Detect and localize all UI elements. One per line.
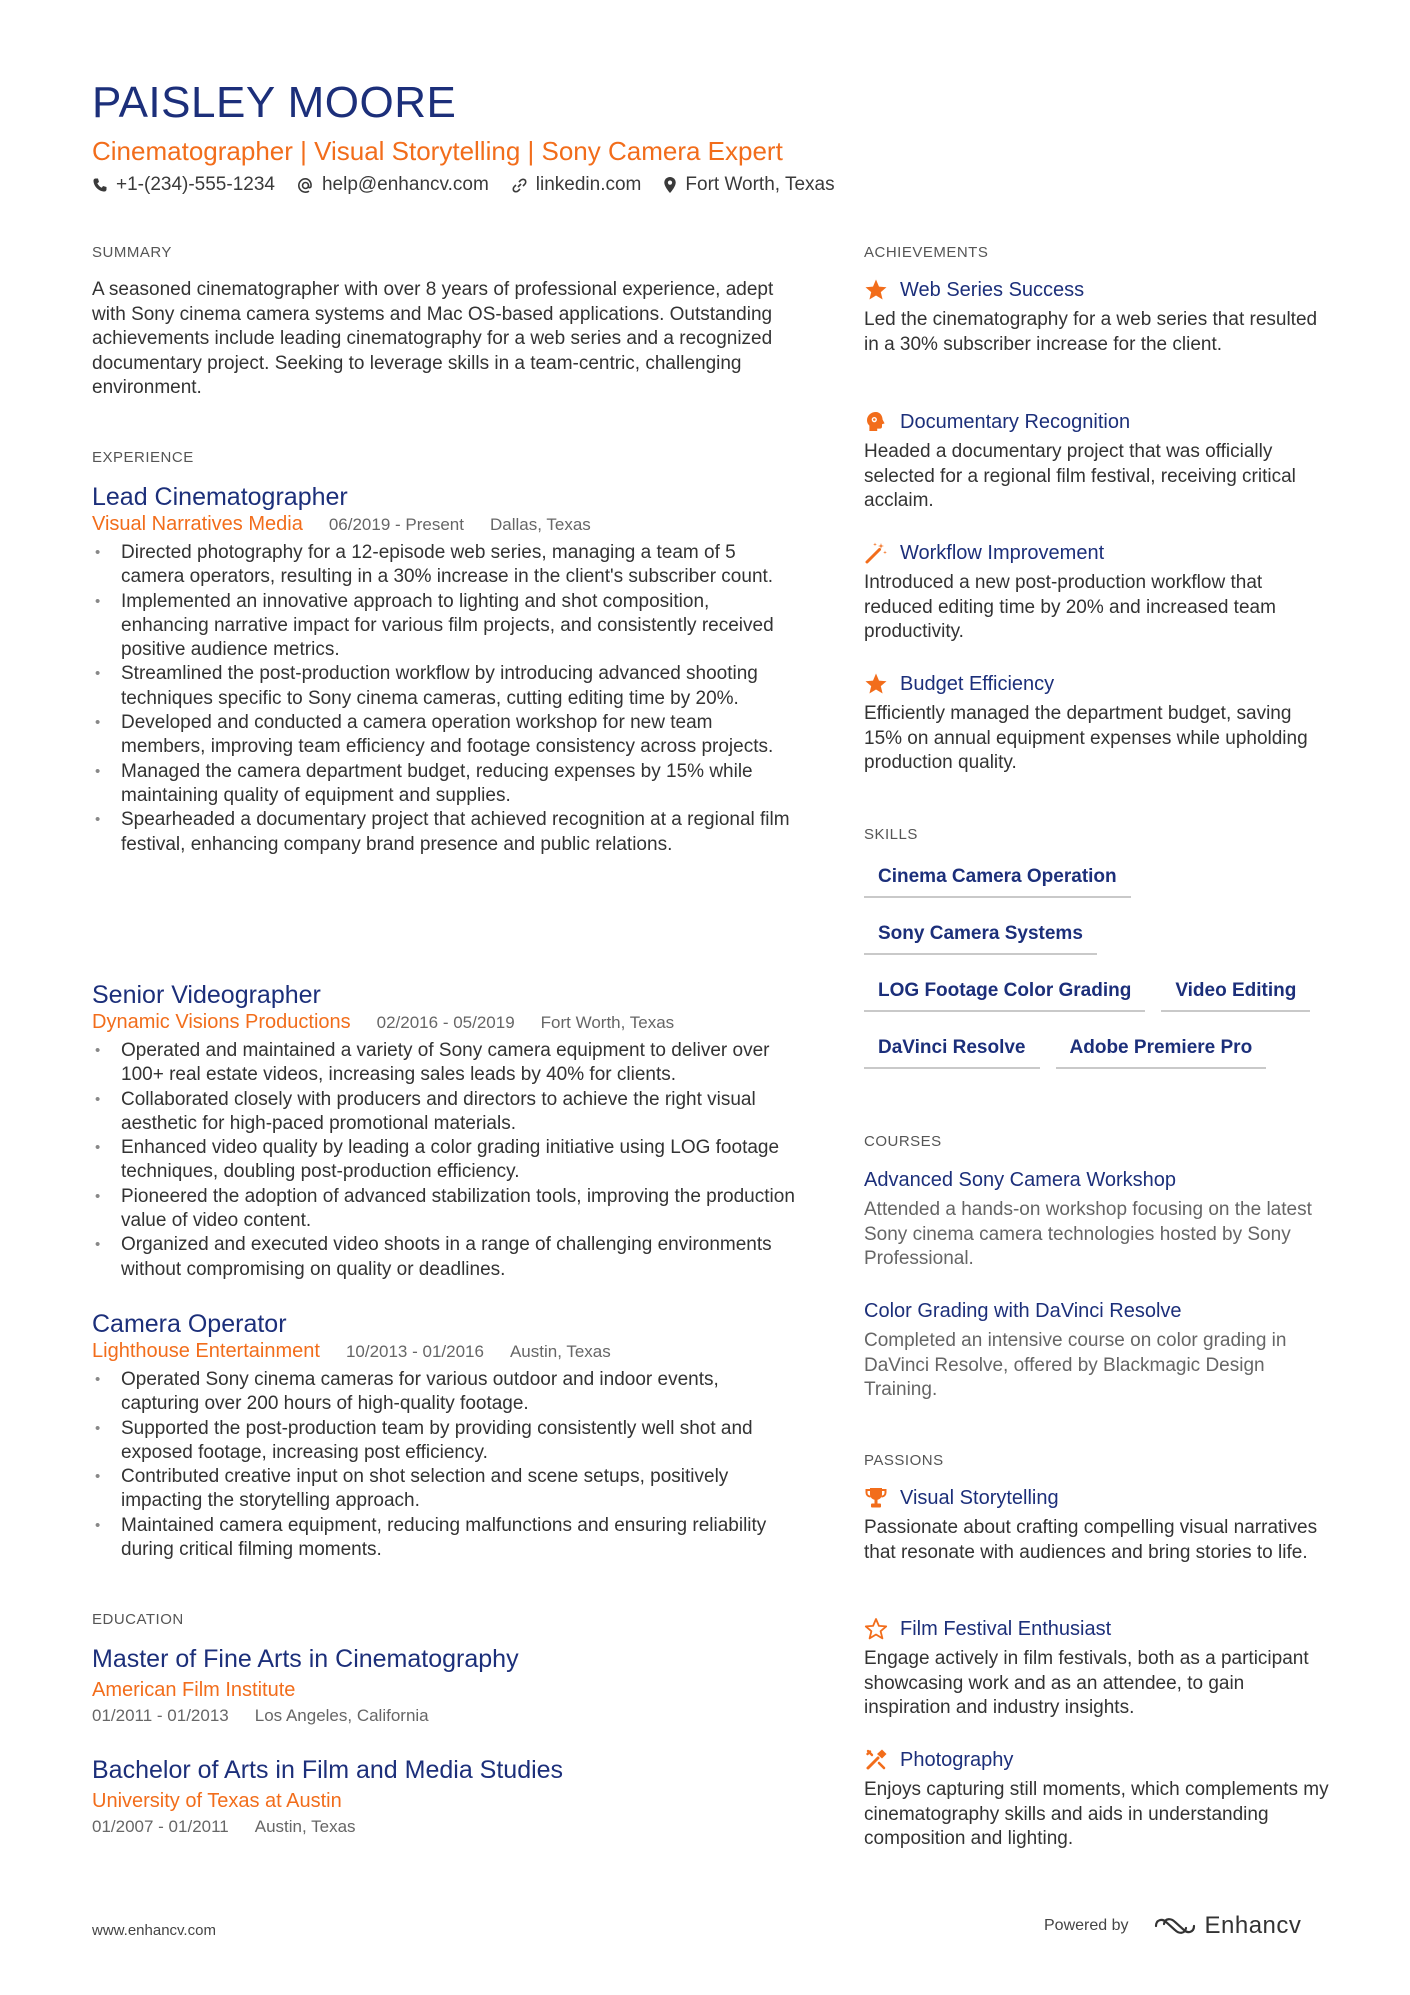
job-company: Lighthouse Entertainment xyxy=(92,1340,320,1362)
job-entry xyxy=(92,482,802,857)
linkedin-link[interactable]: linkedin.com xyxy=(535,174,642,195)
passions-heading: PASSIONS xyxy=(864,1452,944,1469)
powered-by-label: Powered by xyxy=(1044,1917,1129,1934)
achievement-text: Efficiently managed the department budget, saving 15% on annual equipment expenses while upholding production quality. xyxy=(864,703,1308,773)
passion-title: Film Festival Enthusiast xyxy=(900,1618,1112,1640)
phone-text: +1-(234)-555-1234 xyxy=(116,174,275,195)
achievement-text: Led the cinematography for a web series that resulted in a 30% subscriber increase for the client. xyxy=(864,309,1318,355)
bullet-item: • Streamlined the post-production workflow by introducing advanced shooting techniques specific to Sony cinema cameras, cutting editing time by 20%. xyxy=(92,662,802,711)
achievement-title: Workflow Improvement xyxy=(900,542,1105,564)
passion-text: Passionate about crafting compelling visual narratives that resonate with audiences and bring stories to life. xyxy=(864,1517,1318,1563)
bullet-item: • Organized and executed video shoots in a range of challenging environments without compromising on quality or deadlines. xyxy=(92,1233,802,1282)
job-bullets xyxy=(92,541,802,857)
bullet-item: • Developed and conducted a camera operation workshop for new team members, improving team efficiency and footage consistency across projects. xyxy=(92,711,802,760)
bullet-item: • Operated Sony cinema cameras for various outdoor and indoor events, capturing over 200 hours of high-quality footage. xyxy=(92,1368,802,1417)
phone-icon xyxy=(92,177,108,193)
skill-tag: Adobe Premiere Pro xyxy=(1056,1033,1267,1069)
enhancv-logo-icon xyxy=(1153,1914,1197,1938)
contact-bar xyxy=(92,174,857,196)
job-dates: 10/2013 - 01/2016 xyxy=(345,1342,484,1361)
trophy-icon xyxy=(864,1486,888,1510)
skill-tag: DaVinci Resolve xyxy=(864,1033,1040,1069)
achievement-text: Introduced a new post-production workflow that reduced editing time by 20% and increased team productivity. xyxy=(864,572,1276,642)
contact-phone xyxy=(92,174,275,196)
passion-title: Photography xyxy=(900,1749,1014,1771)
education-entry xyxy=(92,1644,802,1728)
courses-heading: COURSES xyxy=(864,1133,942,1150)
achievement-item xyxy=(864,539,1334,645)
education-degree: Master of Fine Arts in Cinematography xyxy=(92,1645,519,1673)
course-title: Advanced Sony Camera Workshop xyxy=(864,1169,1177,1191)
job-title: Senior Videographer xyxy=(92,981,321,1009)
star-outline-icon xyxy=(864,1617,888,1641)
achievement-title: Budget Efficiency xyxy=(900,673,1055,695)
job-dates: 06/2019 - Present xyxy=(328,515,464,534)
location-text: Fort Worth, Texas xyxy=(685,174,835,195)
achievement-item xyxy=(864,276,1334,357)
course-item xyxy=(864,1166,1334,1272)
headline: Cinematographer | Visual Storytelling | Sony Camera Expert xyxy=(92,136,783,166)
course-item xyxy=(864,1297,1334,1403)
contact-linkedin[interactable] xyxy=(511,174,642,196)
education-entry xyxy=(92,1755,802,1839)
education-school: American Film Institute xyxy=(92,1679,296,1701)
link-icon xyxy=(511,177,528,194)
location-pin-icon xyxy=(663,176,677,194)
passion-item xyxy=(864,1484,1334,1565)
tools-icon xyxy=(864,1748,888,1772)
achievement-title: Web Series Success xyxy=(900,279,1085,301)
job-title: Lead Cinematographer xyxy=(92,483,348,511)
job-meta xyxy=(92,1339,802,1364)
brain-icon xyxy=(864,410,888,434)
contact-email[interactable] xyxy=(297,174,489,196)
job-entry xyxy=(92,980,802,1282)
education-heading: EDUCATION xyxy=(92,1611,184,1628)
job-bullets xyxy=(92,1039,802,1282)
education-meta xyxy=(92,1704,802,1728)
achievements-heading: ACHIEVEMENTS xyxy=(864,244,989,261)
job-location: Dallas, Texas xyxy=(490,515,591,534)
passion-title: Visual Storytelling xyxy=(900,1487,1059,1509)
course-text: Completed an intensive course on color grading in DaVinci Resolve, offered by Blackmagic Design Training. xyxy=(864,1330,1287,1400)
achievement-item xyxy=(864,670,1334,776)
summary-text: A seasoned cinematographer with over 8 years of professional experience, adept with Sony cinema camera systems and Mac OS-based applications. Outstanding achievements include leading cinematography for a web series and a recognized documentary project. Seeking to leverage skills in a team-centric, challenging environment. xyxy=(92,279,774,398)
email-link[interactable]: help@enhancv.com xyxy=(321,174,489,195)
contact-location xyxy=(663,174,834,196)
job-dates: 02/2016 - 05/2019 xyxy=(376,1013,515,1032)
passion-item xyxy=(864,1746,1334,1852)
star-icon xyxy=(864,278,888,302)
at-icon xyxy=(297,177,314,194)
course-title: Color Grading with DaVinci Resolve xyxy=(864,1300,1182,1322)
footer-brand: Enhancv xyxy=(1204,1912,1302,1939)
footer-powered-by[interactable] xyxy=(1044,1912,1301,1940)
bullet-item: • Collaborated closely with producers and directors to achieve the right visual aesthetic for high-paced promotional materials. xyxy=(92,1088,802,1137)
bullet-item: • Maintained camera equipment, reducing malfunctions and ensuring reliability during critical filming moments. xyxy=(92,1514,802,1563)
skills-heading: SKILLS xyxy=(864,826,918,843)
passion-text: Enjoys capturing still moments, which complements my cinematography skills and aids in understanding composition and lighting. xyxy=(864,1779,1329,1849)
job-location: Fort Worth, Texas xyxy=(540,1013,675,1032)
star-icon xyxy=(864,672,888,696)
skill-tag: Sony Camera Systems xyxy=(864,919,1097,955)
skills-list xyxy=(864,862,1344,1090)
achievement-text: Headed a documentary project that was officially selected for a regional film festival, receiving critical acclaim. xyxy=(864,441,1296,511)
education-degree: Bachelor of Arts in Film and Media Studies xyxy=(92,1756,564,1784)
bullet-item: • Operated and maintained a variety of Sony camera equipment to deliver over 100+ real estate videos, increasing sales leads by 40% for clients. xyxy=(92,1039,802,1088)
bullet-item: • Spearheaded a documentary project that achieved recognition at a regional film festival, enhancing company brand presence and public relations. xyxy=(92,808,802,857)
magic-wand-icon xyxy=(864,541,888,565)
bullet-item: • Supported the post-production team by providing consistently well shot and exposed footage, increasing post efficiency. xyxy=(92,1417,802,1466)
achievement-title: Documentary Recognition xyxy=(900,411,1131,433)
job-title: Camera Operator xyxy=(92,1310,287,1338)
education-location: Austin, Texas xyxy=(254,1817,356,1836)
experience-heading: EXPERIENCE xyxy=(92,449,194,466)
job-bullets xyxy=(92,1368,802,1562)
job-meta xyxy=(92,512,802,537)
skill-tag: Cinema Camera Operation xyxy=(864,862,1131,898)
job-entry xyxy=(92,1309,802,1562)
education-dates: 01/2011 - 01/2013 xyxy=(92,1706,229,1725)
education-dates: 01/2007 - 01/2011 xyxy=(92,1817,229,1836)
job-company: Visual Narratives Media xyxy=(92,513,303,535)
bullet-item: • Enhanced video quality by leading a color grading initiative using LOG footage techniques, doubling post-production efficiency. xyxy=(92,1136,802,1185)
footer-website[interactable]: www.enhancv.com xyxy=(92,1922,216,1939)
education-meta xyxy=(92,1815,802,1839)
passion-item xyxy=(864,1615,1334,1721)
job-company: Dynamic Visions Productions xyxy=(92,1011,351,1033)
bullet-item: • Managed the camera department budget, reducing expenses by 15% while maintaining quality of equipment and supplies. xyxy=(92,760,802,809)
bullet-item: • Implemented an innovative approach to lighting and shot composition, enhancing narrative impact for various film projects, and consistently received positive audience metrics. xyxy=(92,590,802,663)
bullet-item: • Contributed creative input on shot selection and scene setups, positively impacting the storytelling approach. xyxy=(92,1465,802,1514)
bullet-item: • Pioneered the adoption of advanced stabilization tools, improving the production value of video content. xyxy=(92,1185,802,1234)
education-location: Los Angeles, California xyxy=(254,1706,429,1725)
education-school: University of Texas at Austin xyxy=(92,1790,342,1812)
skill-tag: Video Editing xyxy=(1161,976,1310,1012)
summary-heading: SUMMARY xyxy=(92,244,172,261)
job-location: Austin, Texas xyxy=(509,1342,611,1361)
skill-tag: LOG Footage Color Grading xyxy=(864,976,1145,1012)
passion-text: Engage actively in film festivals, both as a participant showcasing work and as an attendee, to gain inspiration and industry insights. xyxy=(864,1648,1309,1718)
candidate-name: PAISLEY MOORE xyxy=(92,78,457,127)
bullet-item: • Directed photography for a 12-episode web series, managing a team of 5 camera operators, resulting in a 30% increase in the client's subscriber count. xyxy=(92,541,802,590)
job-meta xyxy=(92,1010,802,1035)
course-text: Attended a hands-on workshop focusing on the latest Sony cinema camera technologies hosted by Sony Professional. xyxy=(864,1199,1312,1269)
achievement-item xyxy=(864,408,1334,514)
